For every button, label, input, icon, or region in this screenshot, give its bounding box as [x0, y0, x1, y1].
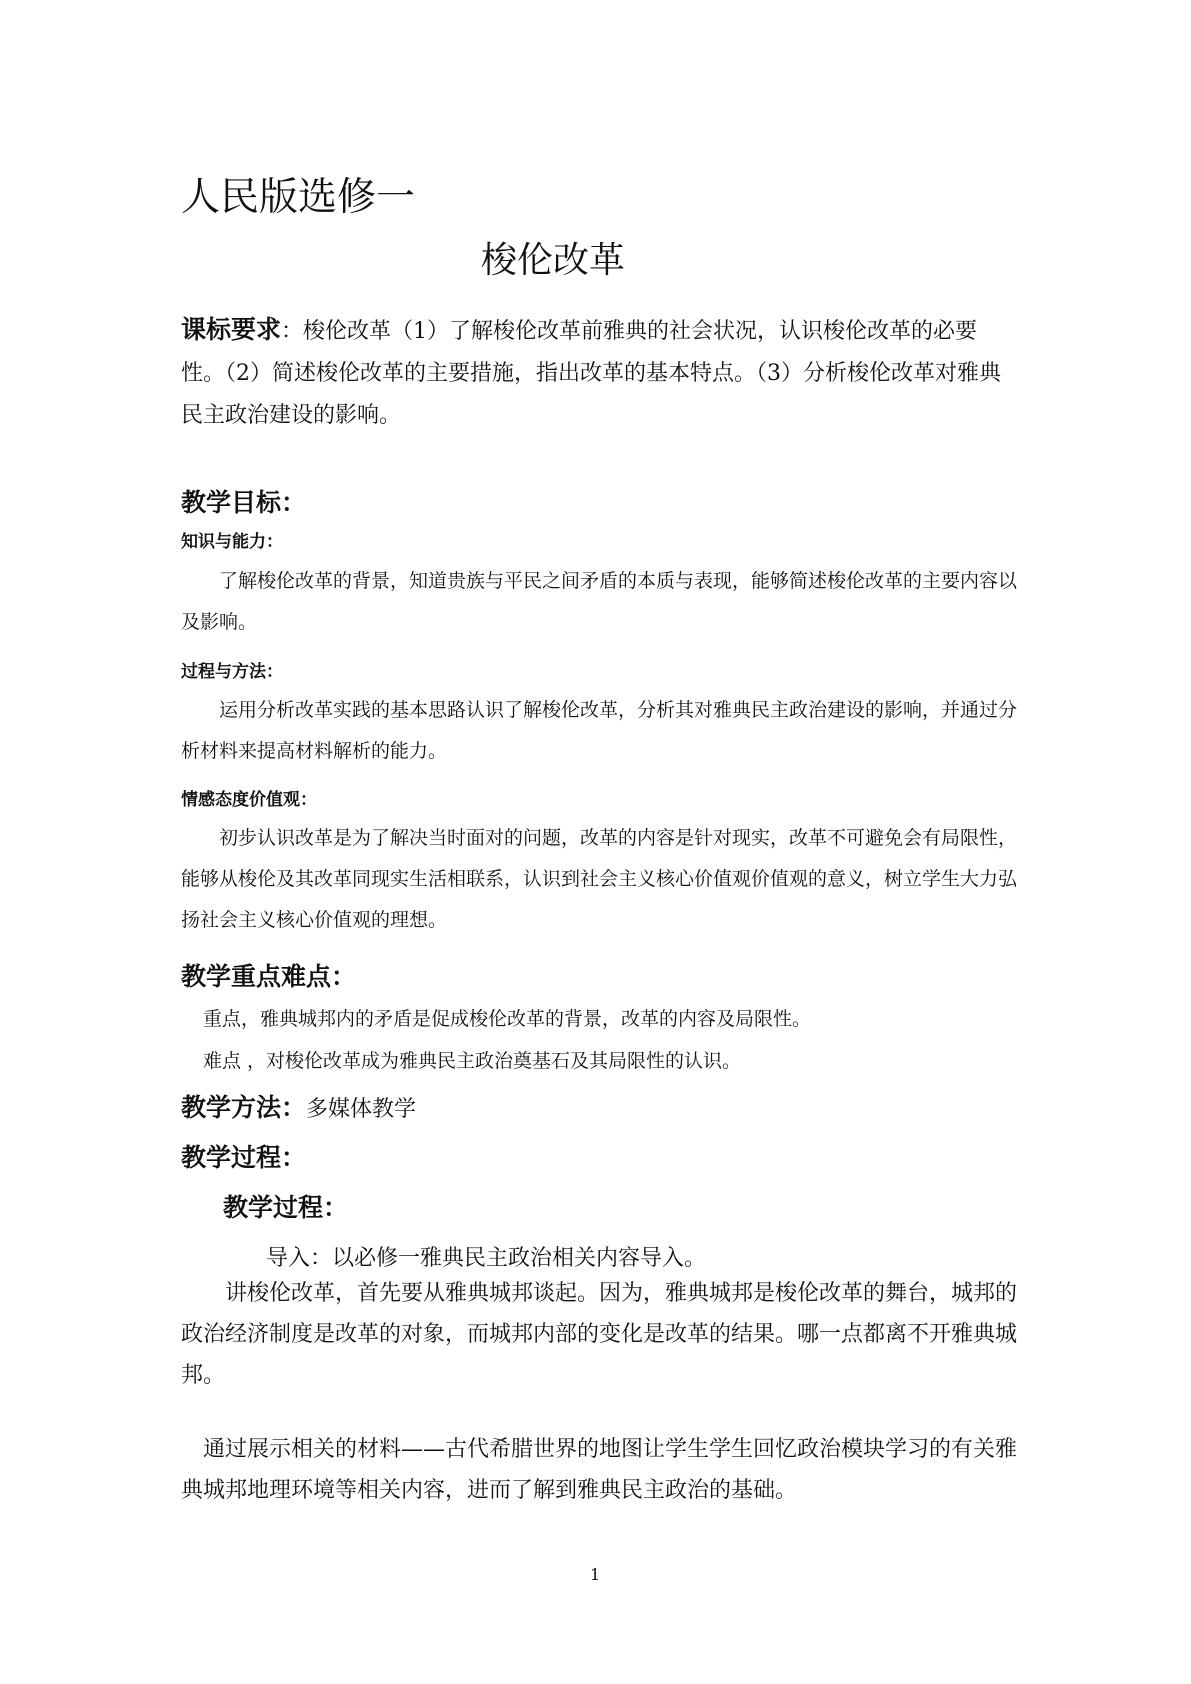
difficulty-line: 难点 ，对梭伦改革成为雅典民主政治奠基石及其局限性的认识。 — [203, 1050, 742, 1072]
paragraph-knowledge: 了解梭伦改革的背景，知道贵族与平民之间矛盾的本质与表现，能够简述梭伦改革的主要内容以及影响。 — [181, 570, 1018, 633]
paragraph-city-state: 讲梭伦改革，首先要从雅典城邦谈起。因为，雅典城邦是梭伦改革的舞台，城邦的政治经济制度是改革的对象，而城邦内部的变化是改革的结果。哪一点都离不开雅典城邦。 — [181, 1281, 1018, 1388]
paragraph-map: 通过展示相关的材料——古代希腊世界的地图让学生学生回忆政治模块学习的有关雅典城邦地理环境等相关内容，进而了解到雅典民主政治的基础。 — [181, 1437, 1018, 1503]
section-heading-objectives: 教学目标： — [181, 488, 307, 517]
section-heading-key-points: 教学重点难点： — [181, 962, 357, 991]
page-title: 梭伦改革 — [481, 240, 626, 281]
subheading-knowledge: 知识与能力： — [181, 532, 283, 552]
subsection-heading-process: 教学过程： — [223, 1193, 349, 1222]
subheading-values: 情感态度价值观： — [181, 790, 317, 810]
key-point-line: 重点，雅典城邦内的矛盾是促成梭伦改革的背景，改革的内容及局限性。 — [203, 1008, 812, 1030]
curriculum-text: ：梭伦改革（1）了解梭伦改革前雅典的社会状况，认识梭伦改革的必要性。（2）简述梭伦改革的主要措施，指出改革的基本特点。（3）分析梭伦改革对雅典民主政治建设的影响。 — [181, 319, 1001, 428]
teaching-method-value: 多媒体教学 — [306, 1097, 417, 1122]
curriculum-label: 课标要求 — [181, 315, 282, 344]
teaching-method-label: 教学方法： — [181, 1093, 307, 1122]
curriculum-requirements — [181, 309, 1021, 437]
series-title: 人民版选修一 — [181, 175, 416, 220]
subheading-process: 过程与方法： — [181, 662, 283, 682]
intro-line: 导入：以必修一雅典民主政治相关内容导入。 — [266, 1246, 707, 1271]
section-heading-process: 教学过程： — [181, 1143, 307, 1172]
paragraph-values: 初步认识改革是为了解决当时面对的问题，改革的内容是针对现实，改革不可避免会有局限性，能够从梭伦及其改革同现实生活相联系，认识到社会主义核心价值观价值观的意义，树立学生大力弘扬社会主义核心价值观的理想。 — [181, 827, 1018, 931]
teaching-method — [181, 1088, 416, 1124]
paragraph-process: 运用分析改革实践的基本思路认识了解梭伦改革，分析其对雅典民主政治建设的影响，并通过分析材料来提高材料解析的能力。 — [181, 699, 1018, 762]
page-number: 1 — [590, 1565, 601, 1584]
